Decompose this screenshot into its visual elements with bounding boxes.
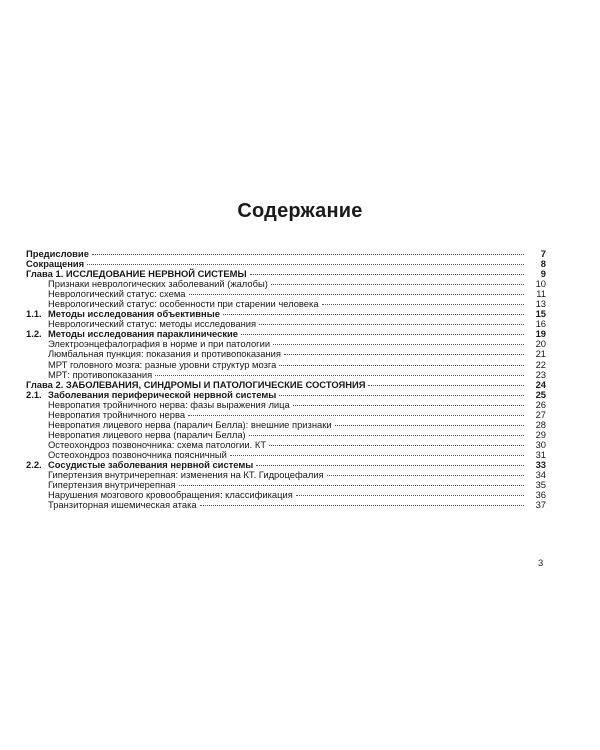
dot-leader — [223, 314, 524, 315]
dot-leader — [87, 264, 524, 265]
toc-entry-page: 30 — [535, 438, 546, 450]
toc-entry-label: Остеохондроз позвоночника: схема патологии. КТ — [48, 438, 267, 450]
toc-entry-page: 19 — [535, 328, 546, 340]
toc-entry-page: 34 — [535, 469, 546, 481]
dot-leader — [279, 365, 524, 366]
dot-leader — [271, 284, 524, 285]
dot-leader — [293, 405, 524, 406]
toc-entry-page: 13 — [535, 298, 546, 310]
toc-entry-label: Неврологический статус: особенности при старении человека — [48, 298, 319, 310]
dot-leader — [249, 435, 524, 436]
toc-entry-number: 1.1. — [26, 308, 42, 320]
toc-entry-page: 20 — [535, 338, 546, 350]
toc-entry-page: 16 — [535, 318, 546, 330]
toc-entry-page: 27 — [535, 408, 546, 420]
toc-entry-page: 24 — [535, 378, 546, 390]
toc-entry-number: 2.1. — [26, 388, 42, 400]
toc-entry-label: Сокращения — [26, 258, 85, 270]
dot-leader — [155, 375, 524, 376]
toc-entry-number: 1.2. — [26, 328, 42, 340]
dot-leader — [335, 425, 524, 426]
toc-entry-page: 15 — [535, 308, 546, 320]
toc-entry-page: 22 — [535, 358, 546, 370]
dot-leader — [200, 505, 524, 506]
toc-entry-page: 9 — [540, 268, 546, 280]
page-number: 3 — [538, 557, 544, 568]
toc-entry-page: 28 — [535, 418, 546, 430]
toc-entry-label: Люмбальная пункция: показания и противопоказания — [48, 348, 281, 360]
toc-entry-page: 21 — [535, 348, 546, 360]
toc-entry-label: Невропатия тройничного нерва: фазы выражения лица — [48, 398, 290, 410]
toc-entry-page: 11 — [536, 288, 546, 300]
toc-entry-page: 36 — [535, 489, 546, 501]
toc-entry-label: Глава 2. ЗАБОЛЕВАНИЯ, СИНДРОМЫ И ПАТОЛОГИЧЕСКИЕ СОСТОЯНИЯ — [26, 378, 366, 390]
toc-entry-label: Невропатия лицевого нерва (паралич Белла) — [48, 428, 246, 440]
dot-leader — [256, 465, 524, 466]
toc-entry-page: 35 — [535, 479, 546, 491]
toc-entry-page: 25 — [535, 388, 546, 400]
dot-leader — [179, 485, 524, 486]
toc-entry-label: Сосудистые заболевания нервной системы — [48, 458, 254, 470]
toc-entry-page: 7 — [540, 248, 546, 259]
toc-entry-page: 23 — [535, 368, 546, 380]
toc-entry-page: 31 — [535, 448, 546, 460]
toc-entry — [26, 500, 546, 510]
dot-leader — [296, 495, 524, 496]
dot-leader — [284, 354, 524, 355]
toc-entry-label: Неврологический статус: схема — [48, 288, 186, 300]
dot-leader — [230, 455, 524, 456]
toc-entry-page: 10 — [535, 278, 546, 290]
dot-leader — [327, 475, 524, 476]
toc-entry-label: МРТ: противопоказания — [48, 368, 153, 380]
toc-entry — [26, 249, 546, 259]
toc-entry-number: 2.2. — [26, 458, 42, 470]
toc-entry-label: Гипертензия внутричерепная: изменения на КТ. Гидроцефалия — [48, 469, 324, 481]
dot-leader — [273, 344, 524, 345]
table-of-contents — [26, 249, 546, 510]
dot-leader — [92, 254, 524, 255]
toc-entry-label: Остеохондроз позвоночника поясничный — [48, 448, 227, 460]
toc-entry-label: Методы исследования параклинические — [48, 328, 238, 340]
dot-leader — [250, 274, 524, 275]
dot-leader — [269, 445, 524, 446]
dot-leader — [188, 415, 524, 416]
toc-entry-page: 29 — [535, 428, 546, 440]
dot-leader — [368, 385, 524, 386]
toc-entry-label: Нарушения мозгового кровообращения: классификация — [48, 489, 293, 501]
toc-entry-label: Глава 1. ИССЛЕДОВАНИЕ НЕРВНОЙ СИСТЕМЫ — [26, 268, 247, 280]
toc-entry-label: Методы исследования объективные — [48, 308, 220, 320]
dot-leader — [241, 334, 524, 335]
toc-entry-page: 26 — [535, 398, 546, 410]
dot-leader — [279, 395, 524, 396]
toc-entry-label: Признаки неврологических заболеваний (жалобы) — [48, 278, 268, 290]
toc-entry-label: Неврологический статус: методы исследования — [48, 318, 257, 330]
dot-leader — [189, 294, 524, 295]
page-title: Содержание — [237, 200, 363, 222]
toc-entry — [26, 349, 546, 359]
toc-entry-label: Невропатия лицевого нерва (паралич Белла): внешние признаки — [48, 418, 332, 430]
toc-entry-label: Электроэнцефалография в норме и при патологии — [48, 338, 271, 350]
toc-entry-label: Невропатия тройничного нерва — [48, 408, 186, 420]
dot-leader — [259, 324, 524, 325]
toc-entry-label: МРТ головного мозга: разные уровни структур мозга — [48, 358, 277, 370]
dot-leader — [322, 304, 524, 305]
toc-entry-page: 8 — [540, 258, 546, 270]
toc-entry-page: 33 — [535, 458, 546, 470]
toc-entry-label: Гипертензия внутричерепная — [48, 479, 176, 491]
toc-entry-page: 37 — [535, 499, 546, 511]
toc-entry-label: Предисловие — [26, 248, 89, 259]
toc-entry-label: Транзиторная ишемическая атака — [48, 499, 197, 511]
toc-entry-label: Заболевания периферической нервной системы — [48, 388, 277, 400]
